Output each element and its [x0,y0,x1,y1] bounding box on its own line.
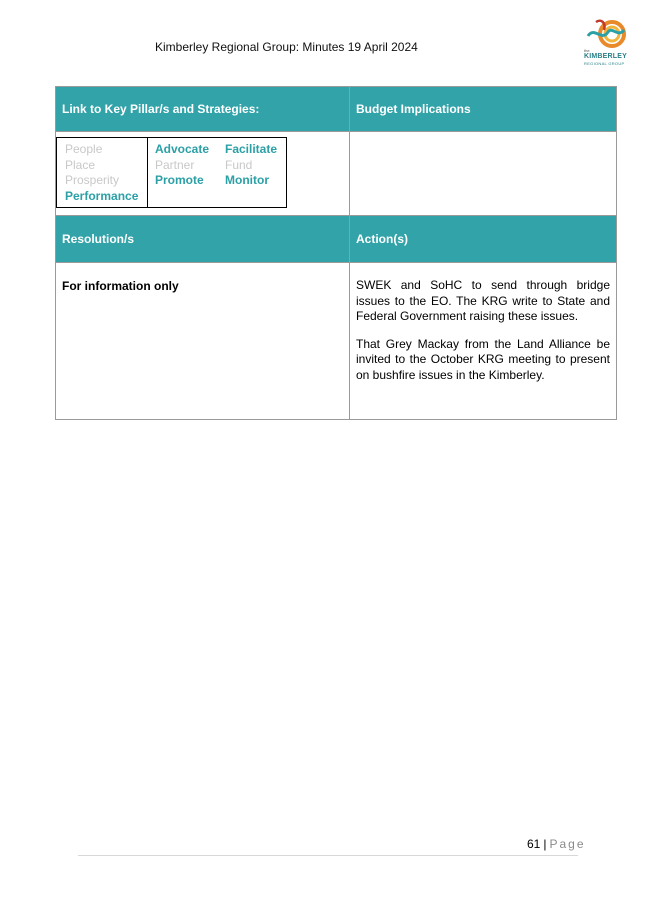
pillar-list [65,142,147,204]
pillar-divider [147,138,148,207]
action-paragraph-2: That Grey Mackay from the Land Alliance be invited to the October KRG meeting to present on bushfire issues in the Kimberley. [356,336,610,382]
pillar-strategy-box [56,137,287,208]
action-cell [350,263,617,420]
pillar-place: Place [65,157,96,172]
strategy-facilitate: Facilitate [225,142,278,156]
page-number: 61 [527,837,541,851]
budget-cell [350,132,617,216]
budget-header: Budget Implications [350,87,617,132]
action-paragraph-1: SWEK and SoHC to send through bridge issues to the EO. The KRG write to State and Federal Government raising these issues. [356,278,610,323]
page-label: Page [549,837,586,851]
pillar-people: People [65,142,103,156]
minutes-table [55,86,617,420]
resolution-cell [56,263,350,420]
resolution-text: For information only [62,279,179,293]
pillar-performance: Performance [65,188,139,203]
pillar-cell [56,132,350,216]
pillar-header: Link to Key Pillar/s and Strategies: [56,87,350,132]
page-footer [527,837,586,851]
strategy-partner: Partner [155,157,195,172]
page-separator: | [543,837,547,851]
footer-divider [78,855,578,856]
strategy-list [155,142,277,189]
strategy-monitor: Monitor [225,173,269,187]
strategy-promote: Promote [155,173,204,187]
page-header-title: Kimberley Regional Group: Minutes 19 April 2024 [155,40,418,54]
action-header: Action(s) [350,216,617,263]
pillar-prosperity: Prosperity [65,173,120,187]
logo-text-small: the [584,48,590,53]
resolution-header: Resolution/s [56,216,350,263]
logo-text-main: KIMBERLEY [584,53,628,60]
strategy-fund: Fund [225,157,253,172]
logo-text-sub: REGIONAL GROUP [584,61,625,66]
strategy-advocate: Advocate [155,142,210,156]
